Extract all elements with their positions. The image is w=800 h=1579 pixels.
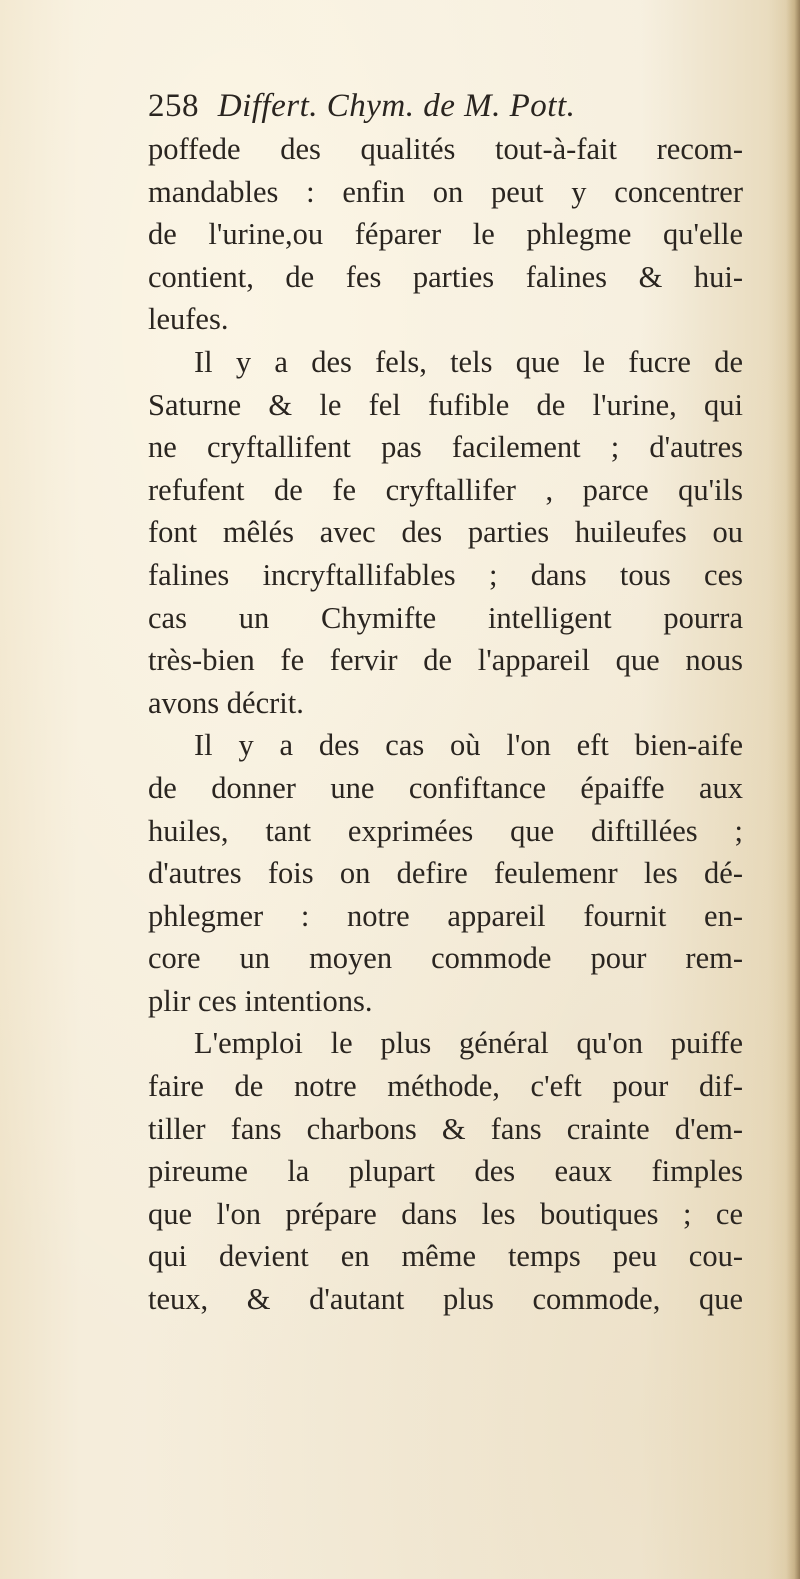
text-line: Il y a des fels, tels que le fucre de [194, 344, 743, 379]
text-line: teux, & d'autant plus commode, que [148, 1282, 743, 1317]
paragraph-1 [148, 128, 748, 341]
paragraph-2 [148, 341, 748, 724]
text-line: refufent de fe cryftallifer , parce qu'ils [148, 472, 743, 507]
text-line: falines incryftallifables ; dans tous ces [148, 557, 743, 592]
text-line: cas un Chymifte intelligent pourra [148, 600, 743, 635]
text-line: contient, de fes parties falines & hui- [148, 259, 743, 294]
text-line: poffede des qualités tout-à-fait recom- [148, 132, 743, 166]
text-line: phlegmer : notre appareil fournit en- [148, 898, 743, 933]
text-line: que l'on prépare dans les boutiques ; ce [148, 1196, 743, 1231]
running-head [148, 88, 748, 128]
page-edge-shadow [786, 0, 800, 1579]
text-line: faire de notre méthode, c'eft pour dif- [148, 1069, 743, 1104]
text-line: tiller fans charbons & fans crainte d'em- [148, 1111, 743, 1146]
text-line: pireume la plupart des eaux fimples [148, 1154, 743, 1189]
text-line: Il y a des cas où l'on eft bien-aife [194, 728, 743, 763]
text-line: de donner une confiftance épaiffe aux [148, 770, 743, 805]
running-title: Differt. Chym. de M. Pott. [217, 88, 576, 124]
text-line: qui devient en même temps peu cou- [148, 1239, 743, 1274]
text-line: leufes. [148, 302, 229, 337]
text-line: avons décrit. [148, 685, 304, 720]
text-line: L'emploi le plus général qu'on puiffe [194, 1026, 743, 1061]
text-line: plir ces intentions. [148, 983, 373, 1018]
text-line: huiles, tant exprimées que diftillées ; [148, 813, 743, 848]
text-line: Saturne & le fel fufible de l'urine, qui [148, 387, 743, 422]
body-text [148, 128, 748, 1321]
text-line: mandables : enfin on peut y concentrer [148, 174, 743, 209]
text-line: de l'urine,ou féparer le phlegme qu'elle [148, 217, 743, 252]
text-line: font mêlés avec des parties huileufes ou [148, 515, 743, 550]
paragraph-3 [148, 724, 748, 1022]
text-line: core un moyen commode pour rem- [148, 941, 743, 976]
text-line: d'autres fois on defire feulemenr les dé- [148, 856, 743, 891]
paragraph-4 [148, 1022, 748, 1320]
text-line: très-bien fe fervir de l'appareil que nous [148, 643, 743, 678]
page-number: 258 [148, 88, 199, 124]
book-page [148, 88, 748, 1321]
text-line: ne cryftallifent pas facilement ; d'autres [148, 430, 743, 465]
